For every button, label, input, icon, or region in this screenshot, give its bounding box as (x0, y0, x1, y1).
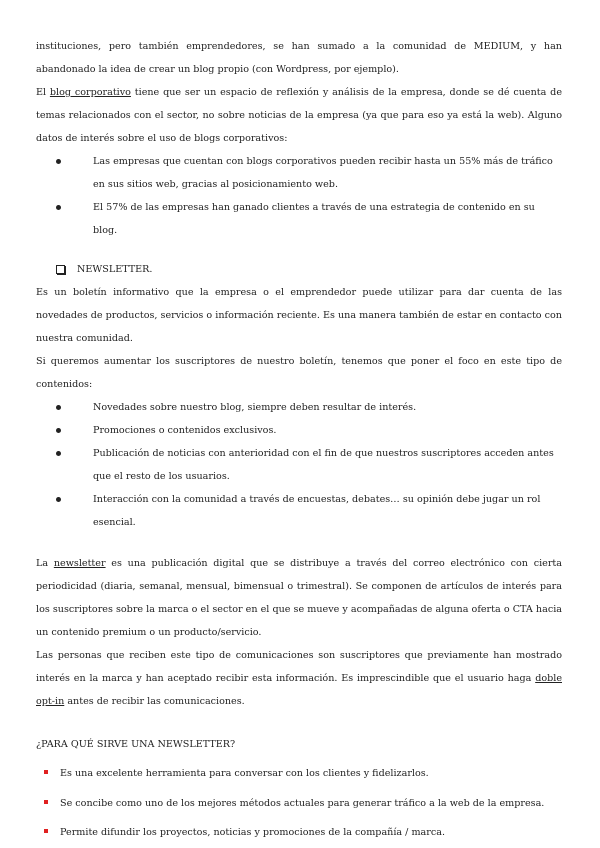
bullet-icon (56, 497, 61, 502)
list-item: El 57% de las empresas han ganado clientes a través de una estrategia de contenido en su blog. (56, 196, 562, 242)
checkbox-bullet-icon (56, 265, 65, 274)
list-item: Es una excelente herramienta para conversar con los clientes y fidelizarlos. (44, 762, 562, 785)
bullet-icon (56, 451, 61, 456)
red-square-bullet-icon (44, 770, 48, 774)
p2-rest: tiene que ser un espacio de reflexión y análisis de la empresa, donde se dé cuenta de temas relacionados con el sector, no sobre noticias de la empresa (ya que para eso ya está la web). Alguno datos de interés sobre el uso de blogs corporativos: (36, 87, 562, 144)
doble-opt-in-link[interactable]: doble opt-in (36, 673, 562, 707)
intro-paragraph-2 (36, 81, 562, 150)
bullet-icon (56, 205, 61, 210)
bullet-icon (56, 428, 61, 433)
newsletter-paragraph-2: Si queremos aumentar los suscriptores de nuestro boletín, tenemos que poner el foco en este tipo de contenidos: (36, 356, 562, 390)
newsletter-paragraph-4: Las personas que reciben este tipo de comunicaciones son suscriptores que previamente han mostrado interés en la marca y han aceptado recibir esta información. Es imprescindible que el usuario haga doble opt-in antes de recibir las comunicaciones. (36, 650, 562, 707)
list-item: Publicación de noticias con anterioridad con el fin de que nuestros suscriptores acceden antes que el resto de los usuarios. (56, 442, 562, 488)
newsletter-paragraph-3: La newsletter es una publicación digital que se distribuye a través del correo electrónico con cierta periodicidad (diaria, semanal, mensual, bimensual o trimestral). Se componen de artículos de interés para los suscriptores sobre la marca o el sector en el que se mueve y acompañadas de alguna oferta o CTA hacia un contenido premium o un producto/servicio. (36, 558, 563, 638)
bullet-icon (56, 405, 61, 410)
list-item: Las empresas que cuentan con blogs corporativos pueden recibir hasta un 55% más de tráfico en sus sitios web, gracias al posicionamiento web. (56, 150, 562, 196)
intro-bullet-list (36, 150, 562, 242)
newsletter-paragraph-1: Es un boletín informativo que la empresa o el emprendedor puede utilizar para dar cuenta de las novedades de productos, servicios o información reciente. Es una manera también de estar en contacto con nuestra comunidad. (36, 287, 562, 344)
list-item: Interacción con la comunidad a través de encuestas, debates… su opinión debe jugar un rol esencial. (56, 488, 562, 534)
p2-start: El (36, 87, 50, 98)
purpose-heading: ¿PARA QUÉ SIRVE UNA NEWSLETTER? (36, 739, 236, 750)
red-square-bullet-icon (44, 829, 48, 833)
newsletter-bullet-list (36, 396, 562, 534)
purpose-list (36, 762, 562, 844)
list-item: Novedades sobre nuestro blog, siempre deben resultar de interés. (56, 396, 562, 419)
list-item: Se concibe como uno de los mejores métodos actuales para generar tráfico a la web de la empresa. (44, 792, 562, 815)
red-square-bullet-icon (44, 800, 48, 804)
blog-corporativo-link[interactable]: blog corporativo (49, 87, 131, 98)
list-item: Promociones o contenidos exclusivos. (56, 419, 562, 442)
newsletter-heading: NEWSLETTER. (56, 258, 562, 281)
newsletter-link[interactable]: newsletter (53, 558, 106, 569)
intro-paragraph-1: instituciones, pero también emprendedores, se han sumado a la comunidad de MEDIUM, y han abandonado la idea de crear un blog propio (con Wordpress, por ejemplo). (36, 41, 562, 75)
list-item: Permite difundir los proyectos, noticias y promociones de la compañía / marca. (44, 821, 562, 844)
bullet-icon (56, 159, 61, 164)
